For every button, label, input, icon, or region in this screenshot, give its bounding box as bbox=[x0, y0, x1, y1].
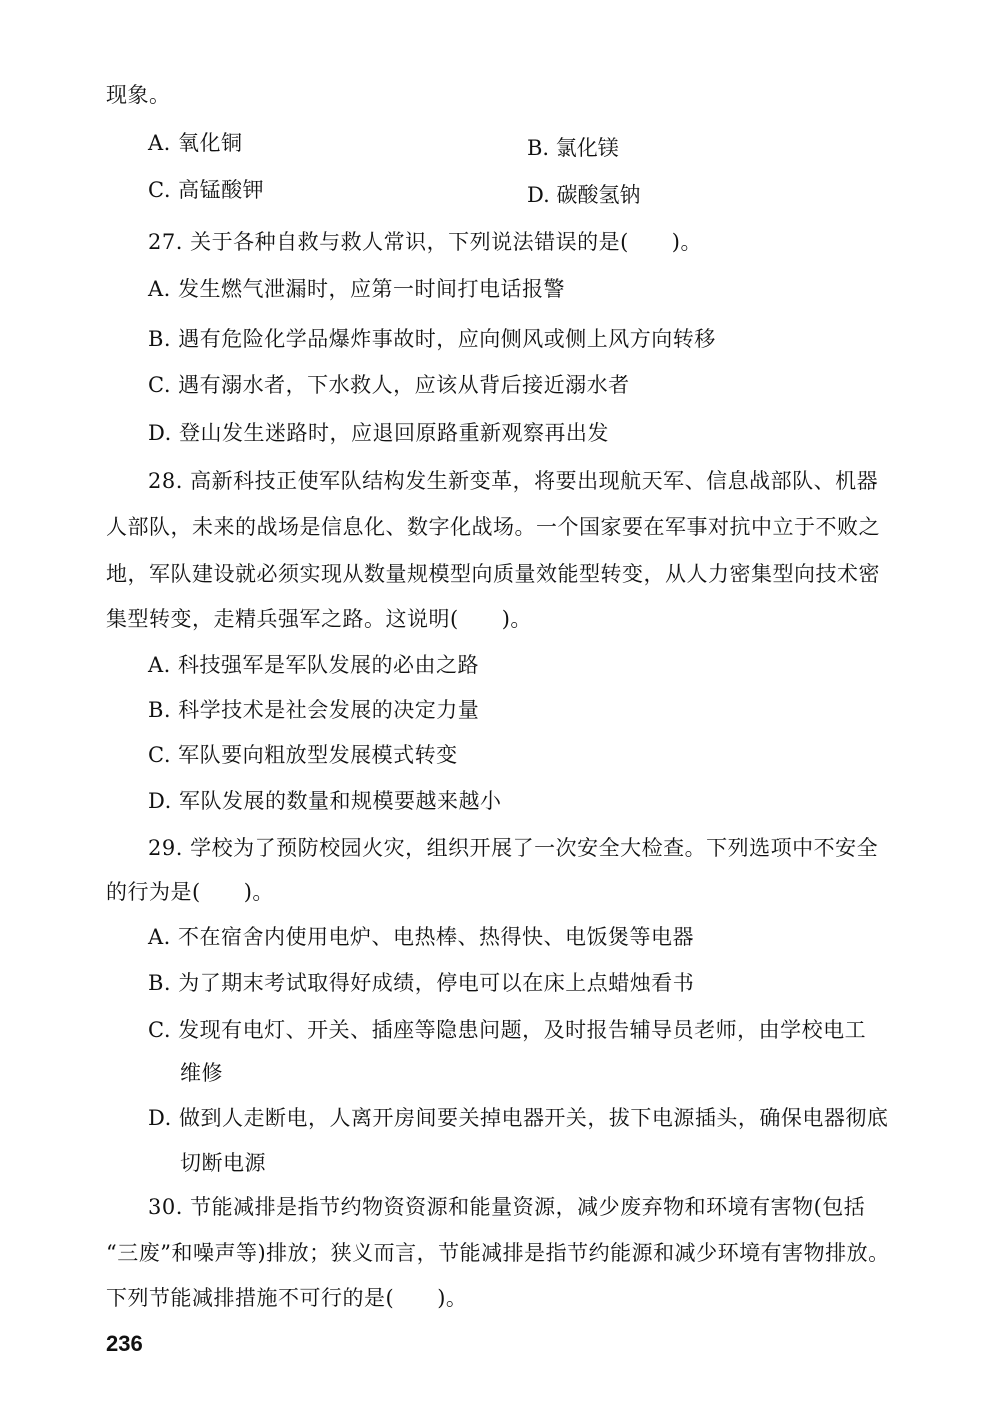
q29-stem-line-1: 29. 学校为了预防校园火灾，组织开展了一次安全大检查。下列选项中不安全 bbox=[148, 836, 879, 860]
q27-option-c: C. 遇有溺水者，下水救人，应该从背后接近溺水者 bbox=[148, 373, 630, 397]
q30-stem-line-3: 下列节能减排措施不可行的是( )。 bbox=[106, 1286, 468, 1310]
q28-stem-line-2: 人部队，未来的战场是信息化、数字化战场。一个国家要在军事对抗中立于不败之 bbox=[106, 515, 880, 539]
q29-option-c-line-2: 维修 bbox=[180, 1061, 223, 1085]
q27-stem: 27. 关于各种自救与救人常识，下列说法错误的是( )。 bbox=[148, 230, 702, 254]
q26-option-a: A. 氧化铜 bbox=[148, 131, 243, 155]
q28-stem-line-1: 28. 高新科技正使军队结构发生新变革，将要出现航天军、信息战部队、机器 bbox=[148, 469, 879, 493]
q28-stem-line-3: 地，军队建设就必须实现从数量规模型向质量效能型转变，从人力密集型向技术密 bbox=[106, 562, 880, 586]
q29-option-c-line-1: C. 发现有电灯、开关、插座等隐患问题，及时报告辅导员老师，由学校电工 bbox=[148, 1018, 867, 1042]
q26-option-d: D. 碳酸氢钠 bbox=[527, 183, 641, 207]
q29-option-b: B. 为了期末考试取得好成绩，停电可以在床上点蜡烛看书 bbox=[148, 971, 695, 995]
q30-stem-line-1: 30. 节能减排是指节约物资资源和能量资源，减少废弃物和环境有害物(包括 bbox=[148, 1195, 866, 1219]
q27-option-b: B. 遇有危险化学品爆炸事故时，应向侧风或侧上风方向转移 bbox=[148, 327, 716, 351]
page-number: 236 bbox=[106, 1331, 143, 1356]
q27-option-d: D. 登山发生迷路时，应退回原路重新观察再出发 bbox=[148, 421, 609, 445]
q28-option-b: B. 科学技术是社会发展的决定力量 bbox=[148, 698, 480, 722]
q26-option-c: C. 高锰酸钾 bbox=[148, 178, 265, 202]
q29-option-d-line-2: 切断电源 bbox=[180, 1151, 266, 1175]
q29-stem-line-2: 的行为是( )。 bbox=[106, 880, 274, 904]
q27-option-a: A. 发生燃气泄漏时，应第一时间打电话报警 bbox=[148, 277, 566, 301]
q26-option-b: B. 氯化镁 bbox=[527, 136, 619, 160]
q28-stem-line-4: 集型转变，走精兵强军之路。这说明( )。 bbox=[106, 607, 532, 631]
q29-option-d-line-1: D. 做到人走断电，人离开房间要关掉电器开关，拔下电源插头，确保电器彻底 bbox=[148, 1106, 889, 1130]
q26-stem-continuation: 现象。 bbox=[106, 83, 171, 107]
q28-option-a: A. 科技强军是军队发展的必由之路 bbox=[148, 653, 480, 677]
q30-stem-line-2: “三废”和噪声等)排放；狭义而言，节能减排是指节约能源和减少环境有害物排放。 bbox=[106, 1241, 890, 1265]
q29-option-a: A. 不在宿舍内使用电炉、电热棒、热得快、电饭煲等电器 bbox=[148, 925, 695, 949]
q28-option-d: D. 军队发展的数量和规模要越来越小 bbox=[148, 789, 502, 813]
q28-option-c: C. 军队要向粗放型发展模式转变 bbox=[148, 743, 458, 767]
